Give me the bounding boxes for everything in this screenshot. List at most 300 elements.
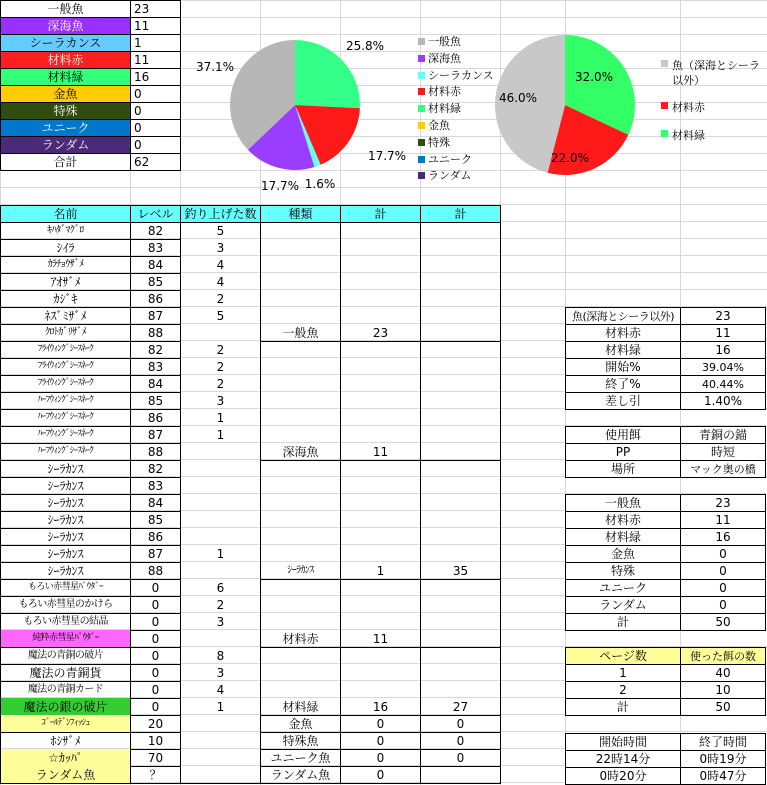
table-cell-sum2 xyxy=(420,324,501,342)
table-cell-sum2: 0 xyxy=(420,715,501,733)
table-cell-sum1 xyxy=(340,460,421,478)
table-cell-count: 4 xyxy=(180,681,261,699)
stats-value: 0 xyxy=(680,562,766,580)
table-cell-level: 0 xyxy=(130,664,181,682)
table-cell-name: ﾊｰﾌｳｨﾝｸﾞｼｰｽﾈｰｸ xyxy=(0,426,131,444)
stats-value: 23 xyxy=(680,494,766,512)
legend-swatch xyxy=(418,55,425,62)
table-cell-sum1 xyxy=(340,239,421,257)
stats-label: ページ数 xyxy=(565,647,681,665)
table-cell-level: 82 xyxy=(130,222,181,240)
table-cell-level: 86 xyxy=(130,409,181,427)
table-cell-count xyxy=(180,494,261,512)
table-cell-count: 4 xyxy=(180,256,261,274)
stats-value: 50 xyxy=(680,698,766,716)
summary-label: 一般魚 xyxy=(0,0,131,18)
summary-label: 合計 xyxy=(0,153,131,171)
legend-swatch xyxy=(661,130,668,137)
table-cell-count: 3 xyxy=(180,664,261,682)
legend-label: 深海魚 xyxy=(428,51,461,65)
table-cell-level: 84 xyxy=(130,375,181,393)
table-cell-count: 2 xyxy=(180,596,261,614)
table-cell-name: ｸﾛﾄｶﾞﾘｻﾞﾒ xyxy=(0,324,131,342)
summary-label: シーラカンス xyxy=(0,34,131,52)
table-cell-count: 2 xyxy=(180,341,261,359)
summary-label: 特殊 xyxy=(0,102,131,120)
table-cell-level: 88 xyxy=(130,443,181,461)
table-cell-count: 1 xyxy=(180,698,261,716)
table-cell-kind xyxy=(260,528,341,546)
table-cell-sum2 xyxy=(420,647,501,665)
table-cell-count: 4 xyxy=(180,273,261,291)
table-cell-level: 0 xyxy=(130,613,181,631)
table-cell-sum1 xyxy=(340,579,421,597)
stats-label: PP xyxy=(565,443,681,461)
pie-data-label: 17.7% xyxy=(260,179,300,193)
summary-label: ユニーク xyxy=(0,119,131,137)
table-cell-kind: 特殊魚 xyxy=(260,732,341,750)
table-cell-sum2: 35 xyxy=(420,562,501,580)
table-cell-sum1 xyxy=(340,681,421,699)
stats-label: 2 xyxy=(565,681,681,699)
table-cell-level: 0 xyxy=(130,647,181,665)
table-cell-count xyxy=(180,749,261,767)
stats-label: 使用餌 xyxy=(565,426,681,444)
stats-value: 40.44% xyxy=(680,375,766,393)
table-cell-sum2 xyxy=(420,494,501,512)
stats-label: 魚(深海とシーラ以外) xyxy=(565,307,681,325)
table-cell-kind xyxy=(260,477,341,495)
summary-value: 16 xyxy=(130,68,181,86)
legend-swatch xyxy=(418,139,425,146)
table-cell-sum1 xyxy=(340,426,421,444)
legend-swatch xyxy=(418,38,425,45)
table-cell-sum1 xyxy=(340,222,421,240)
table-cell-sum1 xyxy=(340,477,421,495)
stats-label: 計 xyxy=(565,613,681,631)
table-cell-name: ﾈｽﾞﾐｻﾞﾒ xyxy=(0,307,131,325)
stats-label: 終了% xyxy=(565,375,681,393)
table-cell-name: ﾊｰﾌｳｨﾝｸﾞｼｰｽﾈｰｸ xyxy=(0,409,131,427)
table-cell-count: 2 xyxy=(180,358,261,376)
legend-swatch xyxy=(418,156,425,163)
table-cell-name: 魔法の青銅カード xyxy=(0,681,131,699)
table-cell-sum1: 0 xyxy=(340,732,421,750)
table-cell-level: 83 xyxy=(130,239,181,257)
pie-data-label: 17.7% xyxy=(367,149,407,163)
table-cell-count xyxy=(180,460,261,478)
table-cell-kind: ユニーク魚 xyxy=(260,749,341,767)
table-cell-count: 1 xyxy=(180,409,261,427)
table-cell-kind xyxy=(260,460,341,478)
stats-value: 0 xyxy=(680,596,766,614)
table-cell-level: ？ xyxy=(130,766,181,784)
table-cell-name: ランダム魚 xyxy=(0,766,131,784)
stats-value: 0時47分 xyxy=(680,767,766,785)
stats-value: 39.04% xyxy=(680,358,766,376)
table-header: 計 xyxy=(340,205,421,223)
table-cell-count: 3 xyxy=(180,392,261,410)
table-cell-count xyxy=(180,732,261,750)
table-cell-count xyxy=(180,477,261,495)
table-cell-name: ｺﾞｰﾙﾃﾞﾝﾌｨｯｼｭ xyxy=(0,715,131,733)
stats-value: 終了時間 xyxy=(680,733,766,751)
table-cell-kind xyxy=(260,596,341,614)
table-cell-kind xyxy=(260,222,341,240)
table-cell-level: 87 xyxy=(130,307,181,325)
stats-value: 0 xyxy=(680,545,766,563)
table-cell-sum1 xyxy=(340,290,421,308)
table-cell-name: ｱｵｻﾞﾒ xyxy=(0,273,131,291)
table-cell-count: 3 xyxy=(180,239,261,257)
table-cell-kind xyxy=(260,273,341,291)
table-cell-kind xyxy=(260,664,341,682)
table-cell-name: ﾌﾗｲｳｨﾝｸﾞｼｰｽﾈｰｸ xyxy=(0,358,131,376)
table-cell-sum2 xyxy=(420,239,501,257)
legend-label: 材料緑 xyxy=(672,129,705,142)
stats-label: 材料赤 xyxy=(565,511,681,529)
table-cell-sum2: 27 xyxy=(420,698,501,716)
table-cell-kind xyxy=(260,494,341,512)
table-cell-kind xyxy=(260,409,341,427)
table-cell-name: ｶｼﾞｷ xyxy=(0,290,131,308)
table-cell-count xyxy=(180,715,261,733)
table-cell-name: ｼｰﾗｶﾝｽ xyxy=(0,460,131,478)
stats-value: 使った餌の数 xyxy=(680,647,766,665)
table-cell-sum2 xyxy=(420,460,501,478)
table-cell-kind: 一般魚 xyxy=(260,324,341,342)
stats-label: 一般魚 xyxy=(565,494,681,512)
table-cell-sum1 xyxy=(340,494,421,512)
legend-label: 魚（深海とシーラ以外） xyxy=(672,59,760,87)
table-cell-kind xyxy=(260,290,341,308)
table-header: 名前 xyxy=(0,205,131,223)
table-cell-sum2 xyxy=(420,511,501,529)
stats-label: 場所 xyxy=(565,460,681,478)
table-cell-count xyxy=(180,766,261,784)
pie-data-label: 37.1% xyxy=(195,60,235,74)
legend-label: シーラカンス xyxy=(428,68,494,82)
table-cell-kind xyxy=(260,681,341,699)
table-cell-name: もろい赤彗星の結晶 xyxy=(0,613,131,631)
table-cell-sum1: 23 xyxy=(340,324,421,342)
table-cell-level: 70 xyxy=(130,749,181,767)
table-cell-sum2 xyxy=(420,392,501,410)
stats-value: 青銅の錨 xyxy=(680,426,766,444)
summary-label: 深海魚 xyxy=(0,17,131,35)
table-cell-kind xyxy=(260,375,341,393)
stats-value: 11 xyxy=(680,511,766,529)
table-cell-sum1 xyxy=(340,545,421,563)
legend-swatch xyxy=(418,88,425,95)
table-cell-sum1 xyxy=(340,392,421,410)
pie-data-label: 22.0% xyxy=(550,151,590,165)
table-cell-name: ☆ｶｯﾊﾟ xyxy=(0,749,131,767)
stats-label: 材料緑 xyxy=(565,341,681,359)
table-cell-name: ｷﾊﾀﾞﾏｸﾞﾛ xyxy=(0,222,131,240)
table-cell-level: 0 xyxy=(130,630,181,648)
legend-label: 金魚 xyxy=(428,119,450,132)
table-cell-level: 86 xyxy=(130,290,181,308)
table-cell-sum2 xyxy=(420,341,501,359)
table-cell-sum1 xyxy=(340,307,421,325)
table-cell-sum2 xyxy=(420,256,501,274)
table-cell-name: ｼｰﾗｶﾝｽ xyxy=(0,511,131,529)
table-cell-sum2 xyxy=(420,766,501,784)
table-cell-kind xyxy=(260,307,341,325)
table-cell-sum1: 11 xyxy=(340,443,421,461)
table-cell-kind xyxy=(260,613,341,631)
table-cell-name: ｼｰﾗｶﾝｽ xyxy=(0,494,131,512)
table-cell-kind xyxy=(260,511,341,529)
table-cell-name: ｼｰﾗｶﾝｽ xyxy=(0,545,131,563)
table-cell-level: 0 xyxy=(130,596,181,614)
table-cell-name: 魔法の青銅貨 xyxy=(0,664,131,682)
stats-label: 材料緑 xyxy=(565,528,681,546)
legend-label: 材料赤 xyxy=(428,85,461,99)
table-cell-count: 6 xyxy=(180,579,261,597)
table-cell-sum1 xyxy=(340,273,421,291)
stats-label: ユニーク xyxy=(565,579,681,597)
table-cell-count xyxy=(180,511,261,529)
table-cell-level: 88 xyxy=(130,324,181,342)
table-header: 釣り上げた数 xyxy=(180,205,261,223)
table-cell-sum2: 0 xyxy=(420,732,501,750)
table-cell-level: 83 xyxy=(130,358,181,376)
table-cell-kind xyxy=(260,579,341,597)
summary-value: 0 xyxy=(130,136,181,154)
table-cell-sum1 xyxy=(340,613,421,631)
pie-data-label: 32.0% xyxy=(574,70,614,84)
table-cell-sum1 xyxy=(340,664,421,682)
table-cell-count: 5 xyxy=(180,222,261,240)
table-cell-level: 10 xyxy=(130,732,181,750)
legend-swatch xyxy=(418,105,425,112)
table-cell-sum2 xyxy=(420,222,501,240)
pie-data-label: 25.8% xyxy=(345,39,385,53)
table-cell-level: 84 xyxy=(130,494,181,512)
table-cell-level: 85 xyxy=(130,392,181,410)
table-cell-level: 87 xyxy=(130,545,181,563)
table-cell-level: 0 xyxy=(130,681,181,699)
table-cell-level: 85 xyxy=(130,511,181,529)
summary-value: 1 xyxy=(130,34,181,52)
summary-value: 0 xyxy=(130,102,181,120)
stats-label: 材料赤 xyxy=(565,324,681,342)
table-cell-count xyxy=(180,562,261,580)
stats-label: 差し引 xyxy=(565,392,681,410)
stats-value: 11 xyxy=(680,324,766,342)
table-cell-sum2 xyxy=(420,681,501,699)
table-cell-name: 魔法の青銅の破片 xyxy=(0,647,131,665)
table-cell-kind xyxy=(260,392,341,410)
table-cell-kind: 金魚 xyxy=(260,715,341,733)
pie-data-label: 1.6% xyxy=(304,177,336,191)
table-cell-count: 1 xyxy=(180,426,261,444)
table-cell-sum2 xyxy=(420,443,501,461)
stats-label: ランダム xyxy=(565,596,681,614)
stats-label: 開始% xyxy=(565,358,681,376)
table-cell-sum2 xyxy=(420,307,501,325)
table-cell-name: ﾎｼｻﾞﾒ xyxy=(0,732,131,750)
stats-label: 計 xyxy=(565,698,681,716)
table-cell-count: 5 xyxy=(180,307,261,325)
table-cell-kind: ランダム魚 xyxy=(260,766,341,784)
table-cell-sum2 xyxy=(420,664,501,682)
table-header: 種類 xyxy=(260,205,341,223)
table-cell-count xyxy=(180,324,261,342)
table-header: レベル xyxy=(130,205,181,223)
table-cell-sum2 xyxy=(420,630,501,648)
legend-swatch xyxy=(418,72,425,79)
table-cell-level: 84 xyxy=(130,256,181,274)
table-cell-kind: 材料赤 xyxy=(260,630,341,648)
table-cell-name: ﾊｰﾌｳｨﾝｸﾞｼｰｽﾈｰｸ xyxy=(0,392,131,410)
table-cell-sum1 xyxy=(340,341,421,359)
summary-label: 金魚 xyxy=(0,85,131,103)
stats-value: 16 xyxy=(680,341,766,359)
table-cell-name: ﾌﾗｲｳｨﾝｸﾞｼｰｽﾈｰｸ xyxy=(0,341,131,359)
table-cell-kind xyxy=(260,358,341,376)
table-cell-sum2 xyxy=(420,579,501,597)
table-cell-level: 0 xyxy=(130,579,181,597)
table-cell-sum1 xyxy=(340,256,421,274)
table-cell-sum1 xyxy=(340,409,421,427)
summary-label: 材料緑 xyxy=(0,68,131,86)
legend-label: ユニーク xyxy=(428,152,472,166)
table-cell-sum1 xyxy=(340,358,421,376)
stats-value: 1.40% xyxy=(680,392,766,410)
table-cell-sum2 xyxy=(420,426,501,444)
stats-value: 16 xyxy=(680,528,766,546)
summary-label: ランダム xyxy=(0,136,131,154)
table-cell-count: 2 xyxy=(180,375,261,393)
legend-swatch xyxy=(418,172,425,179)
table-cell-count: 3 xyxy=(180,613,261,631)
table-cell-sum2 xyxy=(420,375,501,393)
summary-value: 0 xyxy=(130,85,181,103)
legend-swatch xyxy=(418,122,425,129)
table-cell-count: 1 xyxy=(180,545,261,563)
stats-value: 40 xyxy=(680,664,766,682)
table-cell-sum2 xyxy=(420,290,501,308)
table-cell-sum2 xyxy=(420,545,501,563)
table-cell-sum1 xyxy=(340,511,421,529)
table-cell-sum1 xyxy=(340,596,421,614)
table-cell-sum2: 0 xyxy=(420,749,501,767)
stats-label: 1 xyxy=(565,664,681,682)
table-cell-kind xyxy=(260,545,341,563)
stats-value: マック奥の橋 xyxy=(680,460,766,478)
stats-value: 23 xyxy=(680,307,766,325)
summary-value: 62 xyxy=(130,153,181,171)
table-cell-kind xyxy=(260,256,341,274)
table-cell-sum1: 11 xyxy=(340,630,421,648)
table-cell-sum1 xyxy=(340,375,421,393)
table-cell-kind xyxy=(260,426,341,444)
table-cell-name: 魔法の銀の破片 xyxy=(0,698,131,716)
table-cell-name: ｼｰﾗｶﾝｽ xyxy=(0,477,131,495)
table-cell-sum1: 0 xyxy=(340,715,421,733)
table-cell-kind xyxy=(260,239,341,257)
stats-label: 0時20分 xyxy=(565,767,681,785)
table-cell-level: 0 xyxy=(130,698,181,716)
table-cell-name: 純粋赤彗星ﾊﾟｳﾀﾞｰ xyxy=(0,630,131,648)
stats-label: 特殊 xyxy=(565,562,681,580)
summary-label: 材料赤 xyxy=(0,51,131,69)
stats-value: 0時19分 xyxy=(680,750,766,768)
summary-value: 0 xyxy=(130,119,181,137)
table-cell-sum1: 16 xyxy=(340,698,421,716)
table-cell-sum2 xyxy=(420,358,501,376)
table-cell-kind xyxy=(260,647,341,665)
table-cell-level: 85 xyxy=(130,273,181,291)
table-cell-name: ｼｲﾗ xyxy=(0,239,131,257)
table-cell-count xyxy=(180,528,261,546)
pie-data-label: 46.0% xyxy=(498,91,538,105)
stats-label: 22時14分 xyxy=(565,750,681,768)
table-cell-count: 8 xyxy=(180,647,261,665)
summary-value: 23 xyxy=(130,0,181,18)
stats-label: 金魚 xyxy=(565,545,681,563)
table-cell-level: 82 xyxy=(130,460,181,478)
summary-value: 11 xyxy=(130,51,181,69)
table-cell-name: ｼｰﾗｶﾝｽ xyxy=(0,528,131,546)
table-cell-level: 20 xyxy=(130,715,181,733)
stats-value: 時短 xyxy=(680,443,766,461)
stats-value: 0 xyxy=(680,579,766,597)
legend-label: 材料赤 xyxy=(672,101,705,114)
table-cell-sum2 xyxy=(420,273,501,291)
stats-value: 50 xyxy=(680,613,766,631)
table-cell-sum1: 0 xyxy=(340,749,421,767)
table-cell-sum1 xyxy=(340,647,421,665)
table-cell-count xyxy=(180,443,261,461)
table-cell-name: ｶﾗﾁｮｳｻﾞﾒ xyxy=(0,256,131,274)
table-cell-name: ｼｰﾗｶﾝｽ xyxy=(0,562,131,580)
legend-label: ランダム xyxy=(428,169,472,183)
legend-label: 一般魚 xyxy=(428,35,461,48)
table-cell-kind xyxy=(260,341,341,359)
table-cell-kind: 材料緑 xyxy=(260,698,341,716)
table-cell-level: 88 xyxy=(130,562,181,580)
table-cell-name: ﾊｰﾌｳｨﾝｸﾞｼｰｽﾈｰｸ xyxy=(0,443,131,461)
legend-swatch xyxy=(661,102,668,109)
table-cell-count xyxy=(180,630,261,648)
legend-swatch xyxy=(661,60,668,67)
table-cell-sum2 xyxy=(420,477,501,495)
table-cell-name: ﾌﾗｲｳｨﾝｸﾞｼｰｽﾈｰｸ xyxy=(0,375,131,393)
table-cell-kind: 深海魚 xyxy=(260,443,341,461)
stats-value: 10 xyxy=(680,681,766,699)
table-cell-sum2 xyxy=(420,596,501,614)
legend-label: 材料緑 xyxy=(428,102,461,116)
table-cell-count: 2 xyxy=(180,290,261,308)
table-cell-sum1: 1 xyxy=(340,562,421,580)
table-header: 計 xyxy=(420,205,501,223)
legend-label: 特殊 xyxy=(428,135,450,149)
table-cell-kind: ｼｰﾗｶﾝｽ xyxy=(260,562,341,580)
table-cell-sum2 xyxy=(420,528,501,546)
summary-value: 11 xyxy=(130,17,181,35)
table-cell-level: 87 xyxy=(130,426,181,444)
stats-label: 開始時間 xyxy=(565,733,681,751)
table-cell-name: もろい赤彗星ﾊﾟｳﾀﾞｰ xyxy=(0,579,131,597)
table-cell-level: 86 xyxy=(130,528,181,546)
table-cell-sum2 xyxy=(420,409,501,427)
table-cell-level: 83 xyxy=(130,477,181,495)
table-cell-level: 82 xyxy=(130,341,181,359)
